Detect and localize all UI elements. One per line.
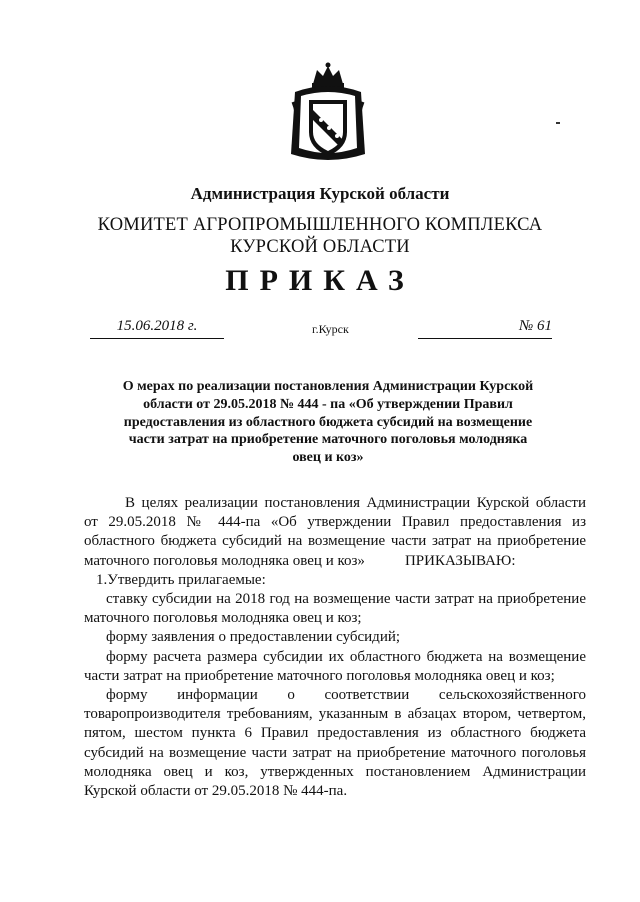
committee-line-1: КОМИТЕТ АГРОПРОМЫШЛЕННОГО КОМПЛЕКСА [97,215,543,235]
order-subitem: форму информации о соответствии сельскохозяйственного товаропроизводителя требованиям, указанным в абзацах втором, четвертом, пятом, шестом пункта 6 Правил предоставления из областного бюджета субсидий на возмещение части затрат на приобретение маточного поголовья молодняка овец и коз, утвержденных постановлением Администрации Курской области от 29.05.2018 № 444-па. [84,687,586,800]
preamble-paragraph [84,494,586,571]
document-city: г.Курск [312,322,349,336]
committee-name [0,214,640,258]
document-subject [96,378,560,467]
document-body [84,494,586,801]
committee-line-2: КУРСКОЙ ОБЛАСТИ [230,237,410,257]
preamble-text: В целях реализации постановления Администрации Курской области от 29.05.2018 № 444-па «Об утверждении Правил предоставления из областного бюджета субсидий на возмещение части затрат на приобретение маточного поголовья молодняка овец и коз» [84,495,586,569]
document-number: № 61 [418,318,552,339]
order-subitem: ставку субсидии на 2018 год на возмещение части затрат на приобретение маточного поголовья молодняка овец и коз; [84,591,586,627]
organization-name: Администрация Курской области [190,184,450,203]
order-keyword: ПРИКАЗЫВАЮ: [404,552,516,569]
subject-line: предоставления из областного бюджета субсидий на возмещение [123,414,533,430]
subject-line: области от 29.05.2018 № 444 - па «Об утверждении Правил [143,396,513,412]
subject-line: овец и коз» [292,450,364,466]
order-item-1: 1.Утвердить прилагаемые: [96,571,266,588]
document-date: 15.06.2018 г. [90,318,224,339]
subject-line: О мерах по реализации постановления Администрации Курской [122,379,534,394]
document-type-title: ПРИКАЗ [225,264,415,297]
subject-line: части затрат на приобретение маточного поголовья молодняка [128,432,528,448]
kursk-coat-of-arms-icon [287,62,369,170]
scan-speck [556,122,560,124]
order-subitem: форму расчета размера субсидии их областного бюджета на возмещение части затрат на приобретение маточного поголовья молодняка овец и коз; [84,648,586,684]
order-subitem: форму заявления о предоставлении субсидий; [106,629,401,646]
